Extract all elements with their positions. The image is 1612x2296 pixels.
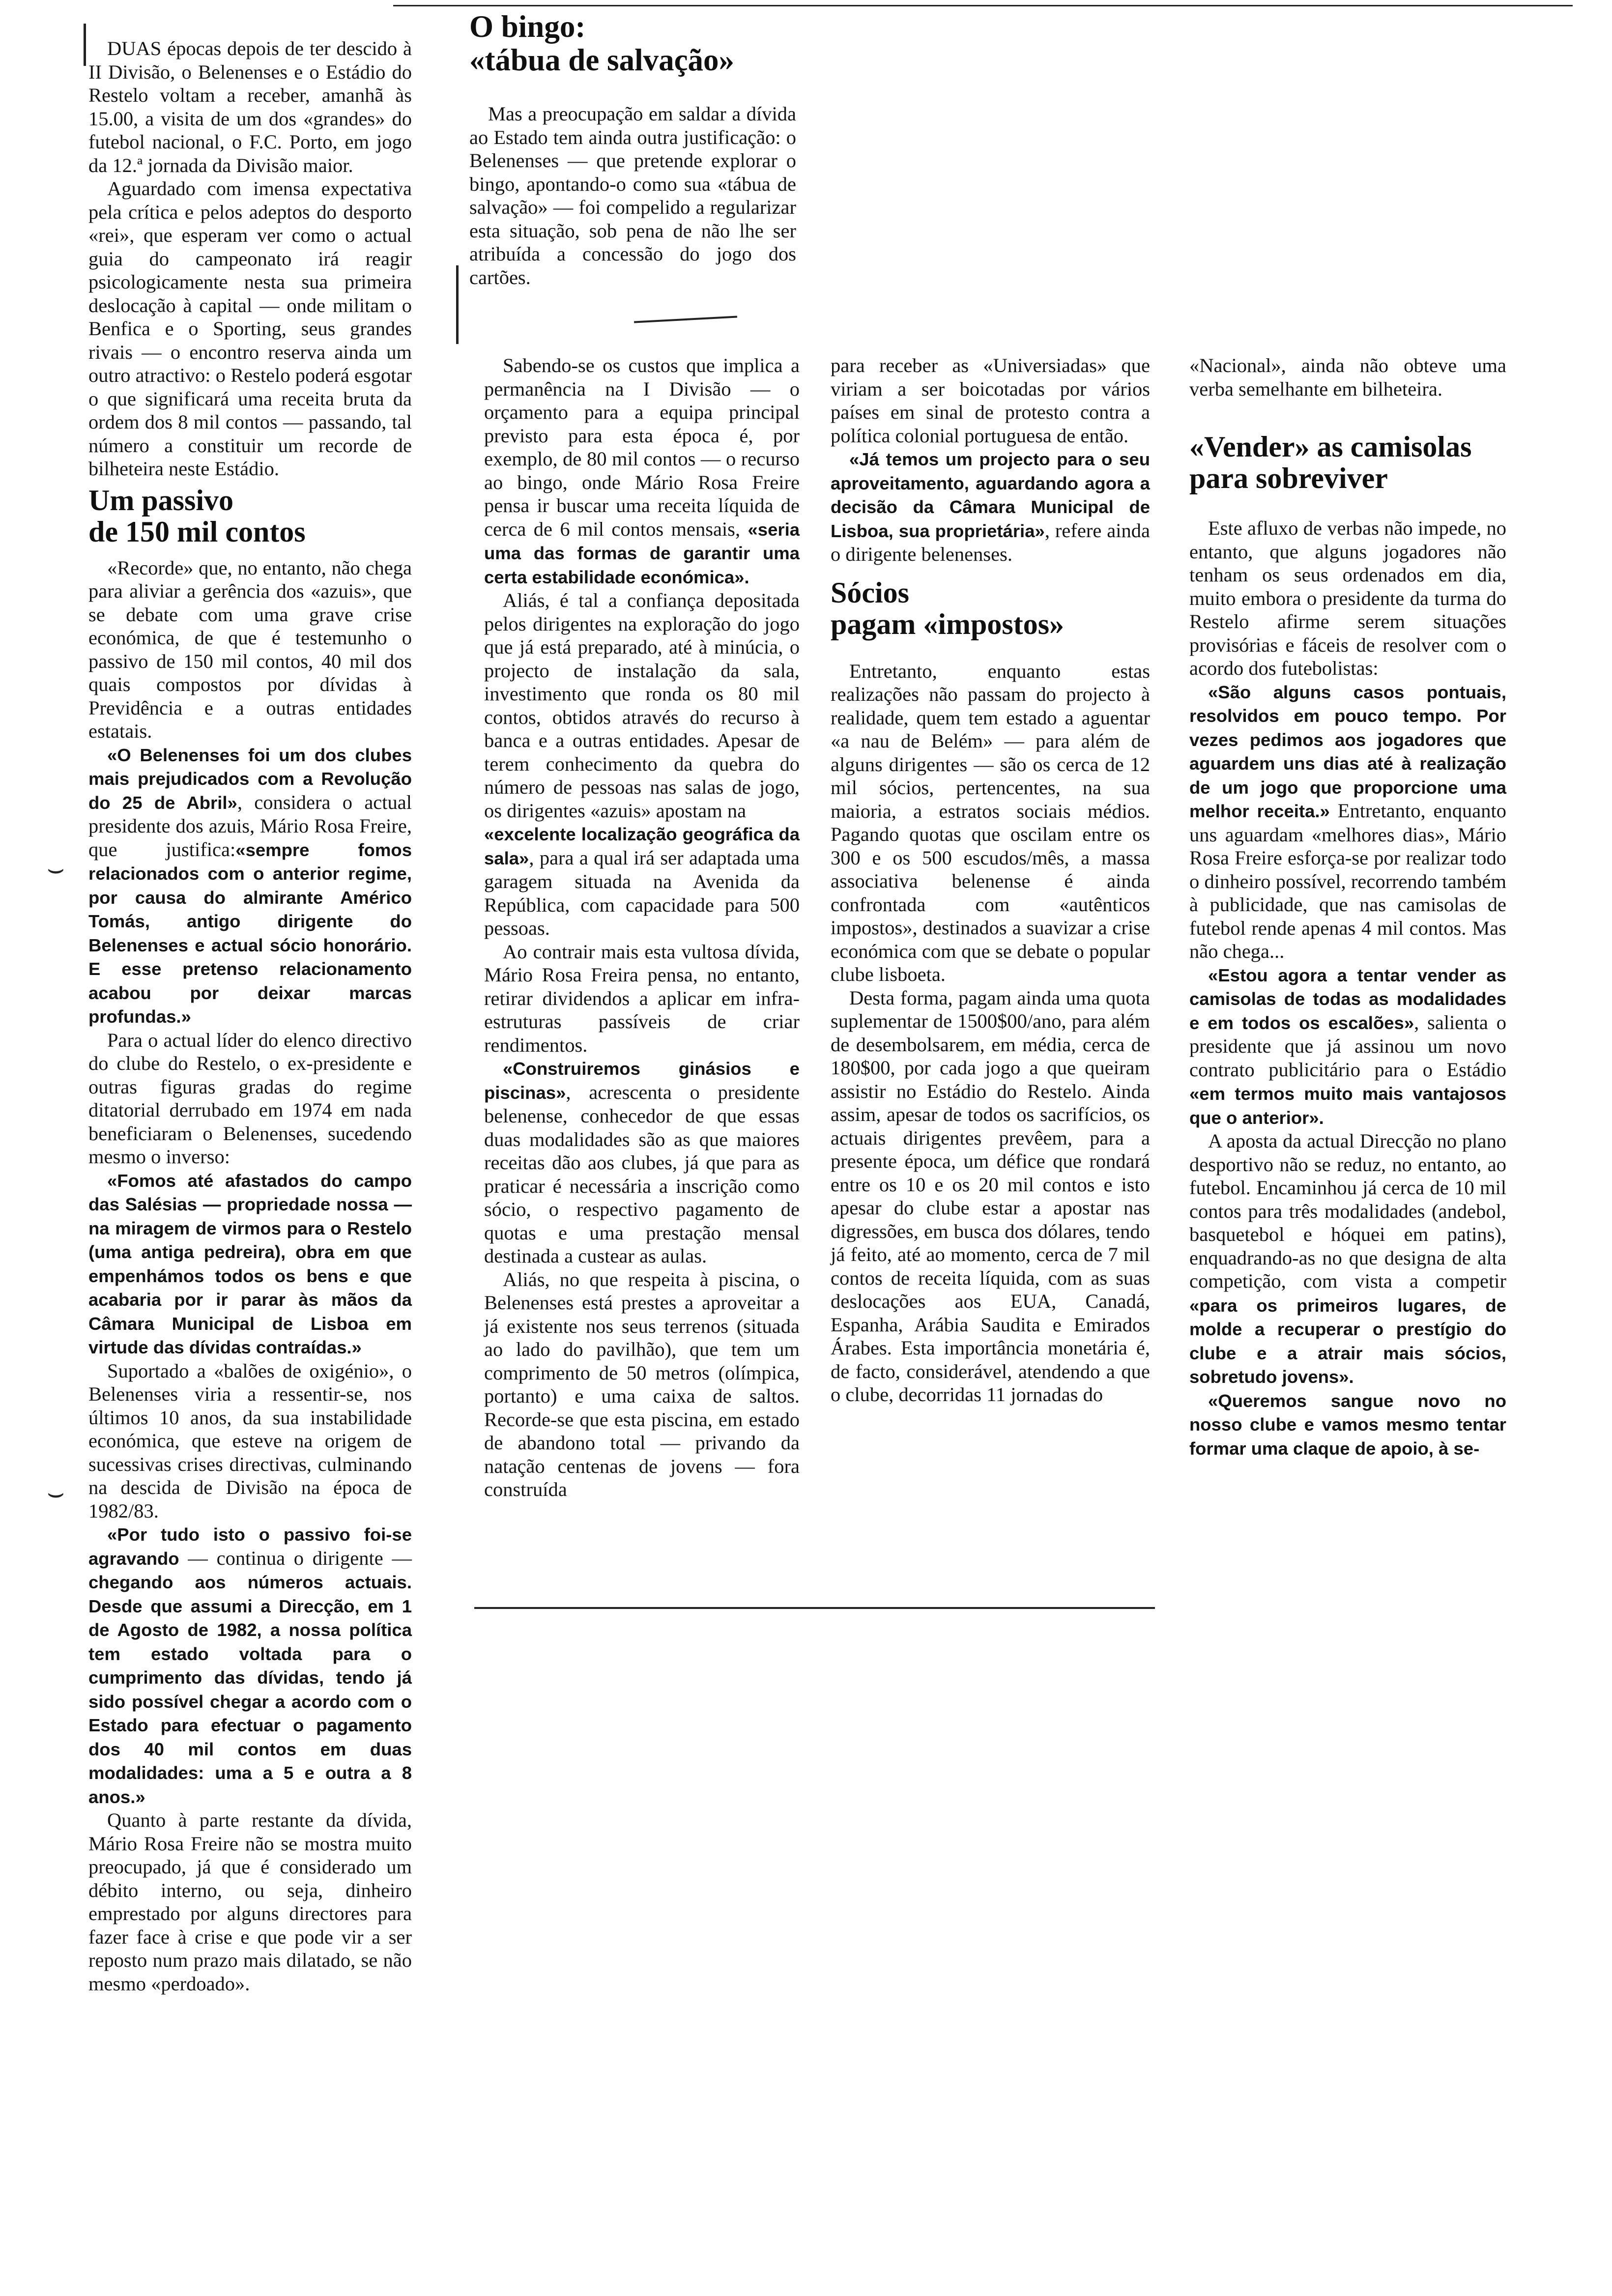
column-1 [88, 37, 412, 1995]
paragraph: Quanto à parte restante da dívida, Mário Rosa Freire não se mostra muito preocupado, já que é considerado um débito interno, ou seja, dinheiro emprestado por alguns directores para fazer face à crise e que pode vir a ser reposto num prazo mais dilatado, se não mesmo «perdoado». [88, 1809, 412, 1995]
margin-mark: ⌣ [47, 1477, 65, 1509]
paragraph: «O Belenenses foi um dos clubes mais prejudicados com a Revolução do 25 de Abril», considera o actual presidente dos azuis, Mário Rosa Freire, que justifica:«sempre fomos relacionados com o anterior regime, por causa do almirante Américo Tomás, antigo dirigente do Belenenses e actual sócio honorário. E esse pretenso relacionamento acabou por deixar marcas profundas.» [88, 745, 412, 1027]
paragraph: Ao contrair mais esta vultosa dívida, Mário Rosa Freira pensa, no entanto, retirar dividendos a aplicar em infra-estruturas passíveis de criar rendimentos. [484, 940, 800, 1056]
paragraph: «Já temos um projecto para o seu aproveitamento, aguardando agora a decisão da Câmara Municipal de Lisboa, sua proprietária», refere ainda o dirigente belenenses. [831, 449, 1150, 565]
section-heading: Um passivo de 150 mil contos [88, 484, 306, 548]
bingo-box-underline [634, 316, 737, 323]
bottom-rule [474, 1607, 1155, 1609]
paragraph: DUAS épocas depois de ter descido à II Divisão, o Belenenses e o Estádio do Restelo voltam a receber, amanhã às 15.00, a visita de um dos «grandes» do futebol nacional, o F.C. Porto, em jogo da 12.ª jornada da Divisão maior. [88, 37, 412, 176]
paragraph: «Queremos sangue novo no nosso clube e vamos mesmo tentar formar uma claque de apoio, à se- [1189, 1390, 1506, 1459]
paragraph: «São alguns casos pontuais, resolvidos em pouco tempo. Por vezes pedimos aos jogadores que aguardem uns dias até à realização de um jogo que proporcione uma melhor receita.» Entretanto, enquanto uns aguardam «melhores dias», Mário Rosa Freire esforça-se por realizar todo o dinheiro possível, recorrendo também à publicidade, que nas camisolas de futebol rende apenas 4 mil contos. Mas não chega... [1189, 682, 1506, 962]
paragraph: «Por tudo isto o passivo foi-se agravando — continua o dirigente — chegando aos números actuais. Desde que assumi a Direcção, em 1 de Agosto de 1982, a nossa política tem estado voltada para o cumprimento das dívidas, tendo já sido possível chegar a acordo com o Estado para efectuar o pagamento dos 40 mil contos em duas modalidades: uma a 5 e outra a 8 anos.» [88, 1524, 412, 1807]
column-2 [484, 354, 800, 1501]
paragraph: «Recorde» que, no entanto, não chega para aliviar a gerência dos «azuis», que se debate com uma grave crise económica, de que é testemunho o passivo de 150 mil contos, 40 mil dos quais compostos por dívidas à Previdência e a outras entidades estatais. [88, 556, 412, 742]
paragraph: Desta forma, pagam ainda uma quota suplementar de 1500$00/ano, para além de desembolsarem, em média, cerca de 180$00, por cada jogo a que queiram assistir no Estádio do Restelo. Ainda assim, apesar de todos os sacrifícios, os actuais dirigentes prevêem, para a presente época, um défice que rondará entre os 10 e os 20 mil contos e isto apesar do clube estar a apostar nas digressões, em busca dos dólares, tendo já feito, até ao momento, cerca de 7 mil contos de receita líquida, com as suas deslocações aos EUA, Canadá, Espanha, Arábia Saudita e Emirados Árabes. Esta importância monetária é, de facto, considerável, atendendo a que o clube, decorridas 11 jornadas do [831, 986, 1150, 1406]
paragraph: Mas a preocupação em saldar a dívida ao Estado tem ainda outra justificação: o Belenenses — que pretende explorar o bingo, apontando-o como sua «tábua de salvação» — foi compelido a regularizar esta situação, sob pena de não lhe ser atribuída a concessão do jogo dos cartões. [469, 103, 796, 288]
paragraph: Para o actual líder do elenco directivo do clube do Restelo, o ex-presidente e outras figuras gradas do regime ditatorial derrubado em 1974 em nada beneficiaram o Belenenses, sucedendo mesmo o inverso: [88, 1029, 412, 1168]
paragraph: Aliás, é tal a confiança depositada pelos dirigentes na exploração do jogo que já está preparado, até à minúcia, o projecto de instalação da sala, investimento que ronda os 80 mil contos, obtidos através do recurso à banca e a outras entidades. Apesar de terem conhecimento da quebra do número de pessoas nas salas de jogo, os dirigentes «azuis» apostam na [484, 589, 800, 822]
left-margin-rule [84, 24, 86, 66]
paragraph: Entretanto, enquanto estas realizações não passam do projecto à realidade, quem tem estado a aguentar «a nau de Belém» — para além de alguns dirigentes — são os cerca de 12 mil sócios, pertencentes, na sua maioria, a estratos sociais médios. Pagando quotas que oscilam entre os 300 e os 500 escudos/mês, a massa associativa belenense é ainda confrontada com «autênticos impostos», destinados a suavizar a crise económica com que se debate o popular clube lisboeta. [831, 660, 1150, 985]
bingo-box [469, 10, 796, 289]
top-rule [393, 5, 1573, 6]
paragraph: Aliás, no que respeita à piscina, o Belenenses está prestes a aproveitar a já existente nos seus terrenos (situada ao lado do pavilhão), que tem um comprimento de 50 metros (olímpica, portanto) e uma caixa de saltos. Recorde-se que esta piscina, em estado de abandono total — privando da natação centenas de jovens — fora construída [484, 1268, 800, 1500]
paragraph: Suportado a «balões de oxigénio», o Belenenses viria a ressentir-se, nos últimos 10 anos, da sua instabilidade económica, que esteve na origem de sucessivas crises directivas, culminando na descida de Divisão na época de 1982/83. [88, 1359, 412, 1522]
section-heading: O bingo: «tábua de salvação» [469, 9, 735, 77]
paragraph: Este afluxo de verbas não impede, no entanto, que alguns jogadores não tenham os seus ordenados em dia, muito embora o presidente da turma do Restelo afirme serem situações provisórias e fáceis de resolver com o acordo dos futebolistas: [1189, 517, 1506, 679]
section-heading: Sócios pagam «impostos» [831, 576, 1065, 640]
column-3 [831, 354, 1150, 1406]
paragraph: «Fomos até afastados do campo das Salésias — propriedade nossa — na miragem de virmos para o Restelo (uma antiga pedreira), obra em que empenhámos todos os bens e que acabaria por ir parar às mãos da Câmara Municipal de Lisboa em virtude das dívidas contraídas.» [88, 1170, 412, 1357]
paragraph: «Construiremos ginásios e piscinas», acrescenta o presidente belenense, conhecedor de que essas duas modalidades são as que maiores receitas dão aos clubes, já que para as praticar é necessária a inscrição como sócio, o respectivo pagamento de quotas e uma prestação mensal destinada a custear as aulas. [484, 1059, 800, 1267]
paragraph: «Estou agora a tentar vender as camisolas de todas as modalidades e em todos os escalões», salienta o presidente que já assinou um novo contrato publicitário para o Estádio «em termos muito mais vantajosos que o anterior». [1189, 965, 1506, 1128]
section-heading: «Vender» as camisolas para sobreviver [1189, 430, 1472, 494]
paragraph: «excelente localização geográfica da sala», para a qual irá ser adaptada uma garagem situada na Avenida da República, com capacidade para 500 pessoas. [484, 824, 800, 939]
column-4 [1189, 354, 1506, 1460]
paragraph: Sabendo-se os custos que implica a permanência na I Divisão — o orçamento para a equipa principal previsto para esta época é, por exemplo, de 80 mil contos — o recurso ao bingo, onde Mário Rosa Freire pensa ir buscar uma receita líquida de cerca de 6 mil contos mensais, «seria uma das formas de garantir uma certa estabilidade económica». [484, 354, 800, 587]
paragraph: A aposta da actual Direcção no plano desportivo não se reduz, no entanto, ao futebol. Encaminhou já cerca de 10 mil contos para três modalidades (andebol, basquetebol e hóquei em patins), enquadrando-as no que designa de alta competição, com vista a competir «para os primeiros lugares, de molde a recuperar o prestígio do clube e a atrair mais sócios, sobretudo jovens». [1189, 1130, 1506, 1387]
paragraph: «Nacional», ainda não obteve uma verba semelhante em bilheteira. [1189, 354, 1506, 400]
margin-mark: ⌣ [47, 853, 65, 885]
paragraph: Aguardado com imensa expectativa pela crítica e pelos adeptos do desporto «rei», que esperam ver como o actual guia do campeonato irá reagir psicologicamente nesta sua primeira deslocação à capital — onde militam o Benfica e o Sporting, seus grandes rivais — o encontro reserva ainda um outro atractivo: o Restelo poderá esgotar o que significará uma receita bruta da ordem dos 8 mil contos — passando, tal número a constituir um recorde de bilheteira neste Estádio. [88, 177, 412, 480]
bingo-box-bar [456, 265, 459, 344]
paragraph: para receber as «Universiadas» que viriam a ser boicotadas por vários países em sinal de protesto contra a política colonial portuguesa de então. [831, 354, 1150, 447]
